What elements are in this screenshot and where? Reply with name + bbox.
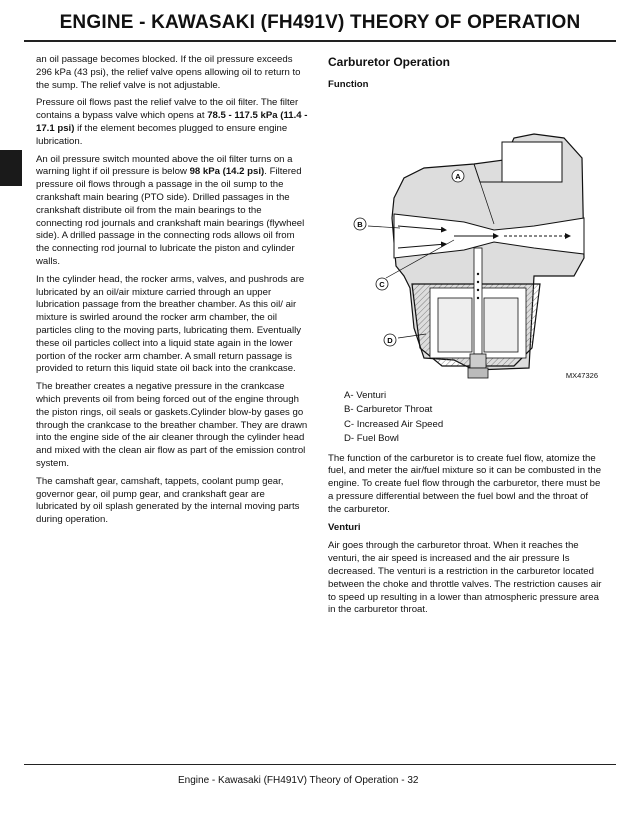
paragraph-splash-lubrication: The camshaft gear, camshaft, tappets, coolant pump gear, governor gear, oil pump gear, and crankshaft gear are lubricated by oil splash generated by the internal moving parts during operation. (36, 475, 300, 526)
warning-pressure-value: 98 kPa (14.2 psi) (189, 166, 265, 178)
legend-item: A- Venturi (344, 389, 387, 401)
callout-b-label: B (357, 219, 363, 229)
text: An oil pressure switch mounted above the oil filter turns on a warning light if oil pressure is below (36, 153, 293, 178)
function-heading: Function (328, 78, 369, 90)
footer-rule (24, 764, 616, 765)
figure-id: MX47326 (565, 370, 598, 380)
carburetor-figure (334, 98, 600, 383)
float (438, 298, 472, 352)
left-column (36, 54, 308, 532)
page-footer: Engine - Kawasaki (FH491V) Theory of Operation - 32 (178, 775, 419, 786)
bypass-pressure-value: 78.5 - 117.5 kPa (11.4 - 17.1 psi) (36, 110, 308, 134)
text: . Filtered pressure oil flows through a passage in the oil sump to the crankshaft main bearing (PTO side). Drilled passages in the crankshaft distribute oil from the main bearings to the connecting rod journals and crankshaft main bearings (flywheel side). A drilled passage in the connecting rods allows oil from the connecting rod journal to lubricate the piston and cylinder walls. (36, 166, 305, 267)
drain-bolt (468, 368, 488, 378)
figure-legend (344, 389, 604, 447)
throttle-housing (502, 142, 562, 182)
venturi-paragraph: Air goes through the carburetor throat. When it reaches the venturi, the air speed is increased and the air pressure Is decreased. The venturi is a restriction in the carburetor located between the choke and throttle valves. The restriction causes air to speed up resulting in a lower than atmospheric pressure area in the carburetor throat. (328, 540, 602, 616)
callout-c-label: C (379, 279, 385, 289)
paragraph-relief-valve: an oil passage becomes blocked. If the oil pressure exceeds 296 kPa (43 psi), the relief valve opens allowing oil to return to the sump. The relief valve is not adjustable. (36, 54, 301, 91)
paragraph-breather: The breather creates a negative pressure in the crankcase which prevents oil from being forced out of the engine through the piston rings, oil seals or gaskets.Cylinder blow-by gases go through the crankcase to the breather chamber. They are drawn into the engine side of the air cleaner through the cylinder head and mixed with the clean air flow as part of the emission control system. (36, 381, 308, 469)
venturi-heading: Venturi (328, 521, 361, 533)
carburetor-diagram (334, 98, 600, 383)
legend-item: B- Carburetor Throat (344, 404, 433, 416)
legend-item: C- Increased Air Speed (344, 418, 444, 430)
legend-item: D- Fuel Bowl (344, 433, 399, 445)
callout-a-label: A (455, 171, 461, 181)
section-thumb-tab (0, 150, 22, 186)
right-column (328, 54, 604, 622)
paragraph-oil-filter (36, 97, 308, 148)
paragraph-oil-pressure-switch (36, 154, 308, 269)
function-paragraph: The function of the carburetor is to create fuel flow, atomize the fuel, and meter the air/fuel mixture so it can be combusted in the engine. To create fuel flow through the carburetor, there must be a pressure differential between the fuel bowl and the throat of the carburetor. (328, 452, 602, 515)
callout-d-label: D (387, 335, 393, 345)
page-header-title: ENGINE - KAWASAKI (FH491V) THEORY OF OPERATION (59, 12, 581, 33)
text: if the element becomes plugged to ensure engine lubrication. (36, 122, 288, 147)
header-rule (24, 40, 616, 42)
paragraph-cylinder-head: In the cylinder head, the rocker arms, valves, and pushrods are lubricated by an oil/air mixture carried through an upper lubrication passage from the breather chamber. As this oil/ air mixture is swirled around the rocker arm chamber, the oil particles cling to the moving parts, lubricating them. Eventually these oil particles collect into a liquid state again in the lower portion of the rocker arm chamber. A small return passage is provided to return this liquid state oil back into the crankcase. (36, 273, 305, 375)
text: Pressure oil flows past the relief valve to the oil filter. The filter contains a bypass valve which opens at (36, 97, 299, 122)
main-nozzle (474, 248, 482, 354)
section-title: Carburetor Operation (328, 55, 451, 69)
